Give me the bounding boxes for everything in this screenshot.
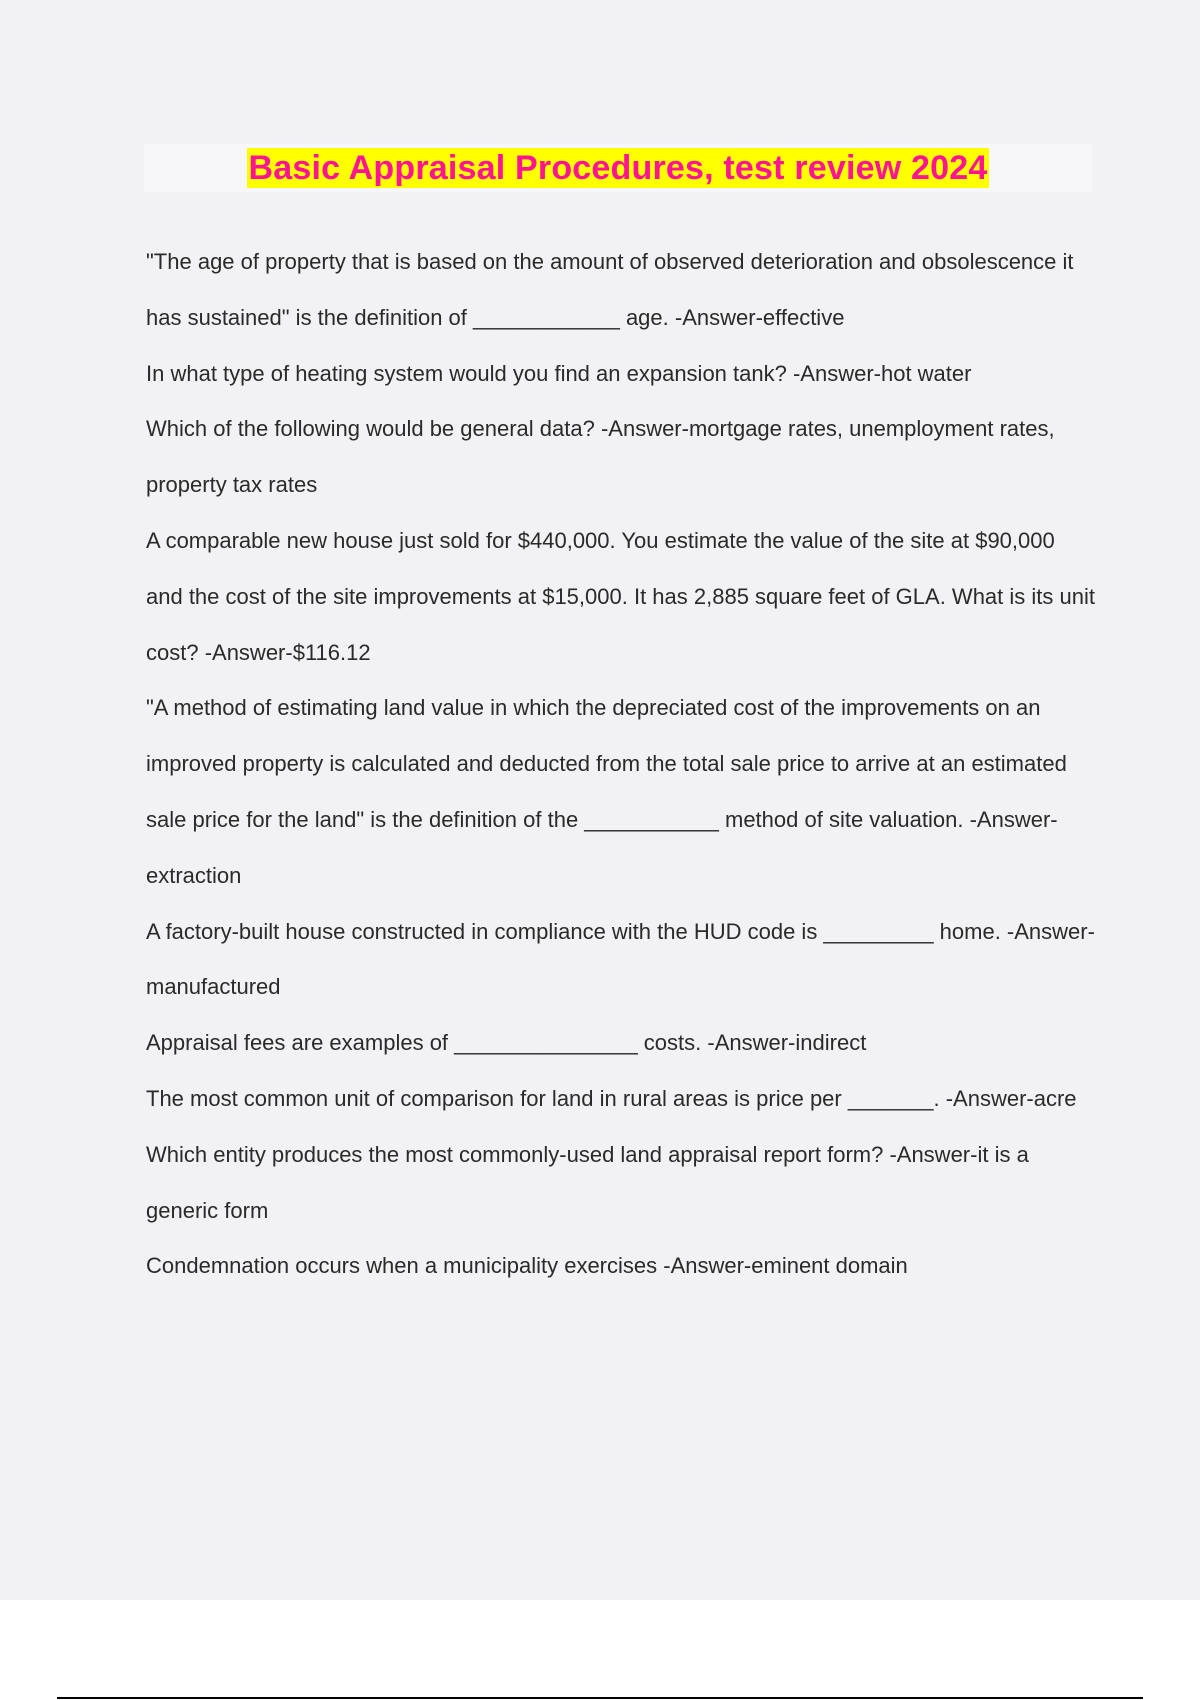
qa-list — [146, 234, 1096, 1294]
qa-item-unit-cost: A comparable new house just sold for $440,000. You estimate the value of the site at $90,000 and the cost of the site improvements at $15,000. It has 2,885 square feet of GLA. What is its unit cost? -Answer-$116.12 — [146, 527, 1095, 665]
document-title: Basic Appraisal Procedures, test review 2024 — [248, 149, 988, 187]
qa-item-manufactured-home: A factory-built house constructed in compliance with the HUD code is _________ home. -Answer-manufactured — [146, 918, 1095, 1000]
qa-item-indirect-costs: Appraisal fees are examples of _______________ costs. -Answer-indirect — [146, 1030, 867, 1056]
qa-item-effective-age: "The age of property that is based on the amount of observed deterioration and obsolescence it has sustained" is the definition of ____________ age. -Answer-effective — [146, 249, 1074, 330]
title-band — [144, 144, 1092, 192]
qa-item-general-data: Which of the following would be general data? -Answer-mortgage rates, unemployment rates, property tax rates — [146, 416, 1055, 498]
qa-item-generic-form: Which entity produces the most commonly-used land appraisal report form? -Answer-it is a generic form — [146, 1141, 1029, 1223]
qa-item-eminent-domain: Condemnation occurs when a municipality exercises -Answer-eminent domain — [146, 1253, 908, 1279]
qa-item-expansion-tank: In what type of heating system would you find an expansion tank? -Answer-hot water — [146, 360, 972, 386]
qa-item-extraction-method: "A method of estimating land value in which the depreciated cost of the improvements on an improved property is calculated and deducted from the total sale price to arrive at an estimated sale price for the land" is the definition of the ___________ method of site valuation. -Answer-extraction — [146, 695, 1067, 888]
page-divider — [57, 1697, 1143, 1699]
qa-item-price-per-acre: The most common unit of comparison for land in rural areas is price per _______. -Answer-acre — [146, 1085, 1077, 1111]
